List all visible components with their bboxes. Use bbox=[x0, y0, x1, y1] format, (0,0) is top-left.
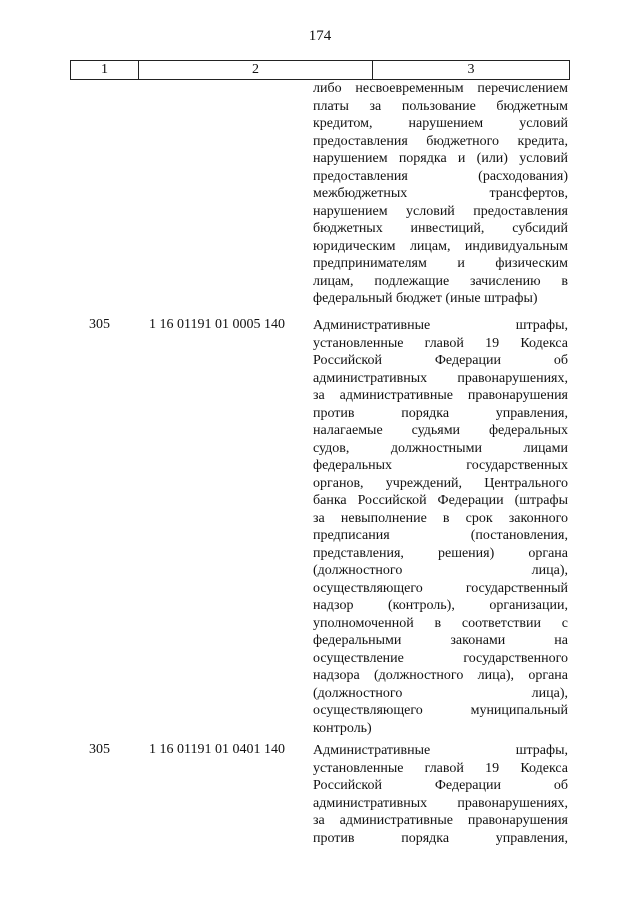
description-line: Российской Федерации об bbox=[313, 778, 568, 793]
table-header bbox=[70, 60, 570, 80]
description-line: надзора (должностного лица), органа bbox=[313, 668, 568, 683]
description-line: административных правонарушениях, bbox=[313, 370, 568, 386]
description-line: платы за пользование бюджетным bbox=[313, 98, 568, 114]
description-line: юридическим лицам, индивидуальным bbox=[313, 238, 568, 254]
budget-classification-code: 1 16 01191 01 0005 140 bbox=[149, 317, 285, 332]
description-line: предоставления бюджетного кредита, bbox=[313, 133, 568, 149]
description-line: осуществляющего государственный bbox=[313, 580, 568, 596]
admin-code: 305 bbox=[89, 742, 110, 757]
description-line: федеральный бюджет (иные штрафы) bbox=[313, 291, 538, 306]
description-line: контроль) bbox=[313, 720, 372, 736]
income-description bbox=[313, 742, 568, 847]
description-line: налагаемые судьями федеральных bbox=[313, 423, 568, 438]
description-line: предпринимателям и физическим bbox=[313, 256, 568, 271]
description-line: Административные штрафы, bbox=[313, 743, 568, 758]
description-line: за административные правонарушения bbox=[313, 813, 568, 828]
description-line: предписания (постановления, bbox=[313, 528, 568, 543]
description-line: надзор (контроль), организации, bbox=[313, 598, 568, 613]
page-number: 174 bbox=[308, 28, 332, 44]
description-line: судов, должностными лицами bbox=[313, 440, 568, 456]
income-description bbox=[313, 317, 568, 737]
budget-classification-code: 1 16 01191 01 0401 140 bbox=[149, 742, 285, 757]
description-line: осуществление государственного bbox=[313, 650, 568, 666]
description-line: против порядка управления, bbox=[313, 405, 568, 421]
description-line: кредитом, нарушением условий bbox=[313, 116, 568, 131]
description-line: против порядка управления, bbox=[313, 830, 568, 846]
description-line: предоставления (расходования) bbox=[313, 168, 568, 184]
description-line: органов, учреждений, Центрального bbox=[313, 475, 568, 491]
description-line: представления, решения) органа bbox=[313, 545, 568, 561]
description-line: установленные главой 19 Кодекса bbox=[313, 760, 568, 776]
description-line: (должностного лица), bbox=[313, 685, 568, 701]
description-line: межбюджетных трансфертов, bbox=[313, 186, 568, 201]
header-col-3: 3 bbox=[372, 61, 569, 79]
description-line: либо несвоевременным перечислением bbox=[313, 81, 568, 96]
description-line: уполномоченной в соответствии с bbox=[313, 615, 568, 631]
description-line: административных правонарушениях, bbox=[313, 795, 568, 811]
description-line: за административные правонарушения bbox=[313, 388, 568, 403]
header-col-2: 2 bbox=[138, 61, 372, 79]
description-line: Административные штрафы, bbox=[313, 318, 568, 333]
description-line: Российской Федерации об bbox=[313, 353, 568, 368]
description-line: осуществляющего муниципальный bbox=[313, 703, 568, 718]
description-line: (должностного лица), bbox=[313, 563, 568, 578]
description-line: федеральных государственных bbox=[313, 458, 568, 473]
description-line: бюджетных инвестиций, субсидий bbox=[313, 221, 568, 236]
admin-code: 305 bbox=[89, 317, 110, 332]
description-line: лицам, подлежащие зачислению в bbox=[313, 273, 568, 289]
description-line: нарушением условий предоставления bbox=[313, 203, 568, 219]
description-line: установленные главой 19 Кодекса bbox=[313, 335, 568, 351]
description-line: за невыполнение в срок законного bbox=[313, 510, 568, 526]
description-line: банка Российской Федерации (штрафы bbox=[313, 493, 568, 508]
header-col-1: 1 bbox=[101, 62, 108, 77]
description-continuation bbox=[313, 80, 568, 308]
description-line: федеральными законами на bbox=[313, 633, 568, 648]
description-line: нарушением порядка и (или) условий bbox=[313, 151, 568, 166]
